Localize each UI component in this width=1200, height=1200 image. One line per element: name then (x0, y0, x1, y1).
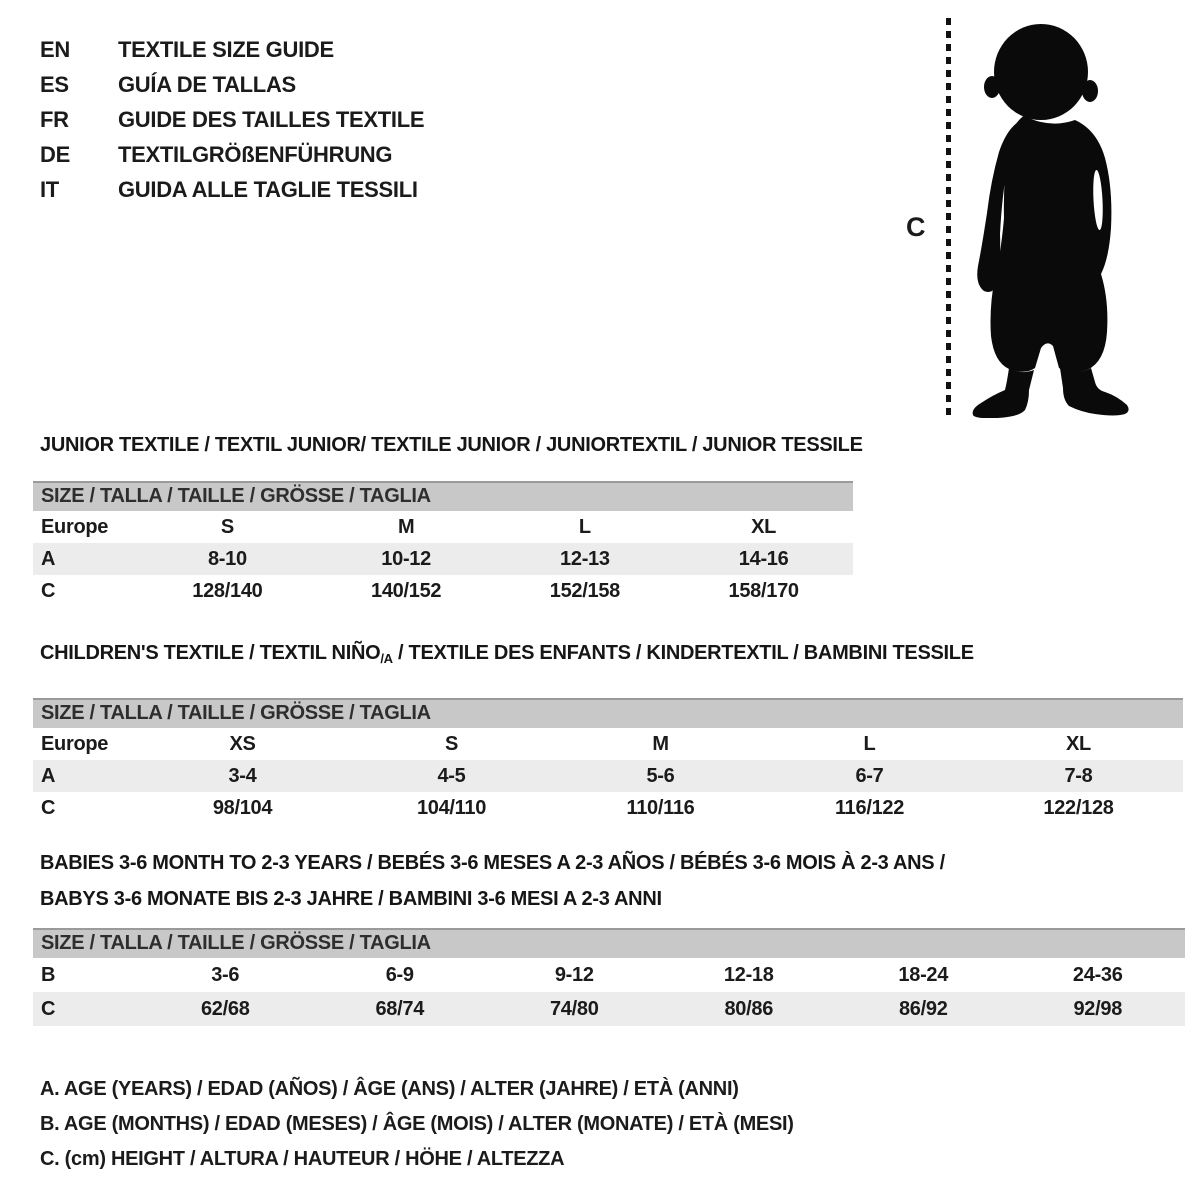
table-cell: 74/80 (549, 997, 599, 1020)
footnote-a: A. AGE (YEARS) / EDAD (AÑOS) / ÂGE (ANS) / ALTER (JAHRE) / ETÀ (ANNI) (40, 1078, 739, 1100)
title-text: / TEXTILE DES ENFANTS / KINDERTEXTIL / BAMBINI TESSILE (392, 642, 974, 664)
table-cell: 122/128 (1043, 796, 1114, 819)
row-label: C (41, 579, 56, 602)
table-cell: 3-4 (228, 764, 257, 787)
title-line: BABYS 3-6 MONATE BIS 2-3 JAHRE / BAMBINI 3-6 MESI A 2-3 ANNI (40, 888, 662, 910)
table-cell: 9-12 (554, 963, 594, 986)
row-label: A (41, 547, 56, 570)
junior-textile-section (33, 433, 863, 607)
language-title: GUIDE DES TAILLES TEXTILE (118, 106, 425, 132)
table-cell: 92/98 (1073, 997, 1123, 1020)
table-cell: 86/92 (898, 997, 948, 1020)
list-item (40, 32, 424, 67)
column-header: XL (751, 515, 777, 538)
list-item (40, 172, 424, 207)
title-text: CHILDREN'S TEXTILE / TEXTIL NIÑO (40, 642, 381, 664)
language-title: TEXTILE SIZE GUIDE (118, 36, 334, 62)
language-title-list (40, 32, 424, 207)
babies-textile-section (33, 845, 1185, 1026)
table-cell: 140/152 (371, 579, 442, 602)
table-cell: 18-24 (898, 963, 949, 986)
table-cell: 24-36 (1072, 963, 1123, 986)
size-header-bar: SIZE / TALLA / TAILLE / GRÖSSE / TAGLIA (33, 928, 1185, 958)
row-label: B (41, 963, 56, 986)
table-cell: 68/74 (375, 997, 425, 1020)
column-header: M (652, 732, 669, 755)
table-row (33, 760, 1183, 792)
table-cell: 110/116 (626, 796, 695, 819)
list-item (40, 67, 424, 102)
table-cell: 12-18 (723, 963, 774, 986)
table-cell: 3-6 (211, 963, 240, 986)
column-header: M (397, 515, 415, 538)
language-code: EN (40, 36, 70, 62)
table-header-row (33, 511, 853, 543)
section-title: JUNIOR TEXTILE / TEXTIL JUNIOR/ TEXTILE JUNIOR / JUNIORTEXTIL / JUNIOR TESSILE (40, 434, 863, 456)
table-cell: 158/170 (728, 579, 799, 602)
table-cell: 152/158 (549, 579, 620, 602)
table-cell: 6-9 (385, 963, 414, 986)
column-header: L (578, 515, 591, 538)
list-item (40, 102, 424, 137)
table-cell: 5-6 (646, 764, 675, 787)
table-cell: 10-12 (381, 547, 431, 570)
table-cell: 62/68 (200, 997, 250, 1020)
section-title (40, 845, 1185, 917)
language-code: IT (40, 176, 59, 202)
table-cell: 6-7 (855, 764, 884, 787)
table-cell: 116/122 (834, 796, 905, 819)
baby-silhouette (962, 18, 1147, 418)
table-row (33, 958, 1185, 992)
footnote-c: C. (cm) HEIGHT / ALTURA / HAUTEUR / HÖHE / ALTEZZA (40, 1148, 565, 1170)
table-row (33, 543, 853, 575)
language-code: FR (40, 106, 69, 132)
table-cell: 128/140 (192, 579, 263, 602)
column-header: L (863, 732, 876, 755)
language-code: ES (40, 71, 69, 97)
size-header-bar: SIZE / TALLA / TAILLE / GRÖSSE / TAGLIA (33, 481, 853, 511)
table-cell: 8-10 (207, 547, 247, 570)
row-label: C (41, 796, 56, 819)
title-line: BABIES 3-6 MONTH TO 2-3 YEARS / BEBÉS 3-6 MESES A 2-3 AÑOS / BÉBÉS 3-6 MOIS À 2-3 ANS / (40, 852, 945, 874)
column-header: XS (229, 732, 256, 755)
language-title: TEXTILGRÖßENFÜHRUNG (118, 141, 393, 167)
table-row (33, 575, 853, 607)
table-cell: 80/86 (724, 997, 774, 1020)
table-cell: 7-8 (1064, 764, 1093, 787)
column-header: S (220, 515, 234, 538)
table-cell: 98/104 (212, 796, 273, 819)
column-header: XL (1066, 732, 1091, 755)
column-header: S (444, 732, 459, 755)
childrens-textile-section (33, 641, 1183, 824)
table-cell: 104/110 (416, 796, 487, 819)
language-title: GUÍA DE TALLAS (118, 71, 296, 97)
height-measure-line (946, 18, 951, 416)
table-cell: 4-5 (437, 764, 466, 787)
table-cell: 14-16 (738, 547, 789, 570)
column-header: Europe (41, 732, 109, 755)
column-header: Europe (41, 515, 109, 538)
language-title: GUIDA ALLE TAGLIE TESSILI (118, 176, 418, 202)
footnotes (40, 1072, 794, 1177)
row-label: C (41, 997, 56, 1020)
table-row (33, 992, 1185, 1026)
footnote-b: B. AGE (MONTHS) / EDAD (MESES) / ÂGE (MOIS) / ALTER (MONATE) / ETÀ (MESI) (40, 1113, 794, 1135)
table-cell: 12-13 (560, 547, 610, 570)
size-header-bar: SIZE / TALLA / TAILLE / GRÖSSE / TAGLIA (33, 698, 1183, 728)
row-label: A (41, 764, 56, 787)
height-measure-label: C (906, 212, 926, 242)
section-title (40, 641, 1183, 671)
language-code: DE (40, 141, 70, 167)
table-header-row (33, 728, 1183, 760)
list-item (40, 137, 424, 172)
title-subscript: /A (380, 651, 393, 666)
table-row (33, 792, 1183, 824)
